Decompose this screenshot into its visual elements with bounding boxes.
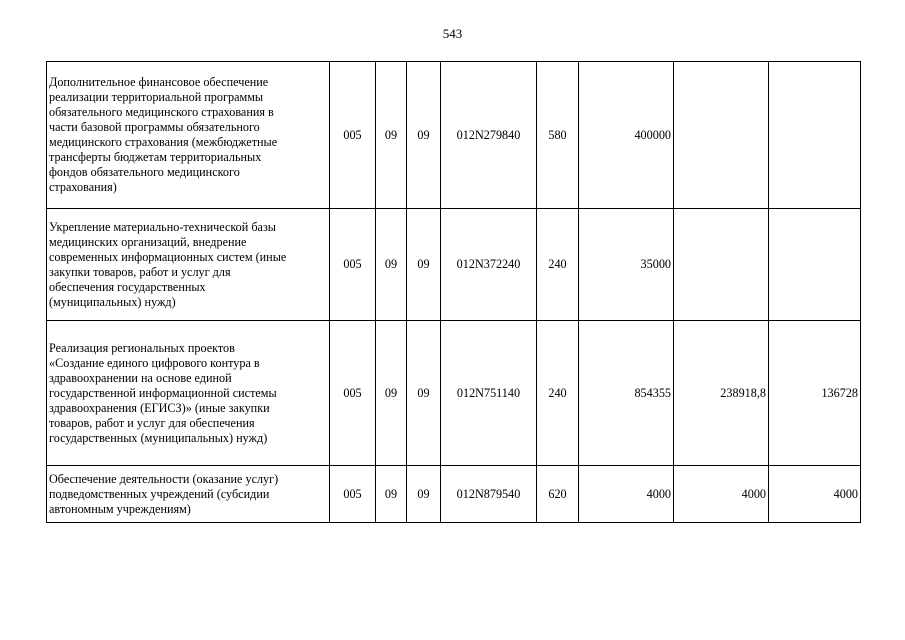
row-description-cell	[47, 62, 330, 209]
amount-2-cell	[674, 62, 769, 209]
row-description-cell	[47, 209, 330, 321]
expense-type-cell: 240	[537, 209, 579, 321]
amount-1-cell: 35000	[579, 209, 674, 321]
amount-3-cell	[769, 62, 861, 209]
section-cell: 09	[376, 209, 407, 321]
row-description: Реализация региональных проектов «Создание единого цифрового контура в здравоохранении на основе единой государственной информационной системы здравоохранения (ЕГИСЗ)» (иные закупки товаров, работ и услуг для обеспечения государственных (муниципальных) нужд)	[49, 340, 277, 445]
target-article-cell: 012N751140	[441, 321, 537, 466]
table-row	[47, 62, 861, 209]
subsection-cell: 09	[407, 62, 441, 209]
table-row	[47, 209, 861, 321]
code-cell: 005	[330, 321, 376, 466]
budget-table	[46, 61, 861, 523]
amount-2-cell: 238918,8	[674, 321, 769, 466]
subsection-cell: 09	[407, 466, 441, 523]
subsection-cell: 09	[407, 209, 441, 321]
amount-3-cell: 4000	[769, 466, 861, 523]
row-description: Укрепление материально-технической базы медицинских организаций, внедрение современных информационных систем (иные закупки товаров, работ и услуг для обеспечения государственных (муниципальных) нужд)	[49, 219, 287, 309]
code-cell: 005	[330, 466, 376, 523]
subsection-cell: 09	[407, 321, 441, 466]
target-article-cell: 012N372240	[441, 209, 537, 321]
table-row	[47, 466, 861, 523]
amount-2-cell: 4000	[674, 466, 769, 523]
page-number: 543	[442, 26, 463, 41]
amount-2-cell	[674, 209, 769, 321]
target-article-cell: 012N879540	[441, 466, 537, 523]
row-description: Обеспечение деятельности (оказание услуг) подведомственных учреждений (субсидии автономным учреждениям)	[49, 471, 279, 516]
row-description-cell	[47, 321, 330, 466]
section-cell: 09	[376, 466, 407, 523]
row-description: Дополнительное финансовое обеспечение реализации территориальной программы обязательного медицинского страхования в части базовой программы обязательного медицинского страхования (межбюджетные трансферты бюджетам территориальных фондов обязательного медицинского страхования)	[49, 75, 278, 194]
expense-type-cell: 580	[537, 62, 579, 209]
code-cell: 005	[330, 62, 376, 209]
amount-1-cell: 4000	[579, 466, 674, 523]
amount-3-cell	[769, 209, 861, 321]
code-cell: 005	[330, 209, 376, 321]
row-description-cell	[47, 466, 330, 523]
section-cell: 09	[376, 321, 407, 466]
amount-1-cell: 854355	[579, 321, 674, 466]
target-article-cell: 012N279840	[441, 62, 537, 209]
amount-1-cell: 400000	[579, 62, 674, 209]
amount-3-cell: 136728	[769, 321, 861, 466]
expense-type-cell: 240	[537, 321, 579, 466]
table-row	[47, 321, 861, 466]
section-cell: 09	[376, 62, 407, 209]
expense-type-cell: 620	[537, 466, 579, 523]
